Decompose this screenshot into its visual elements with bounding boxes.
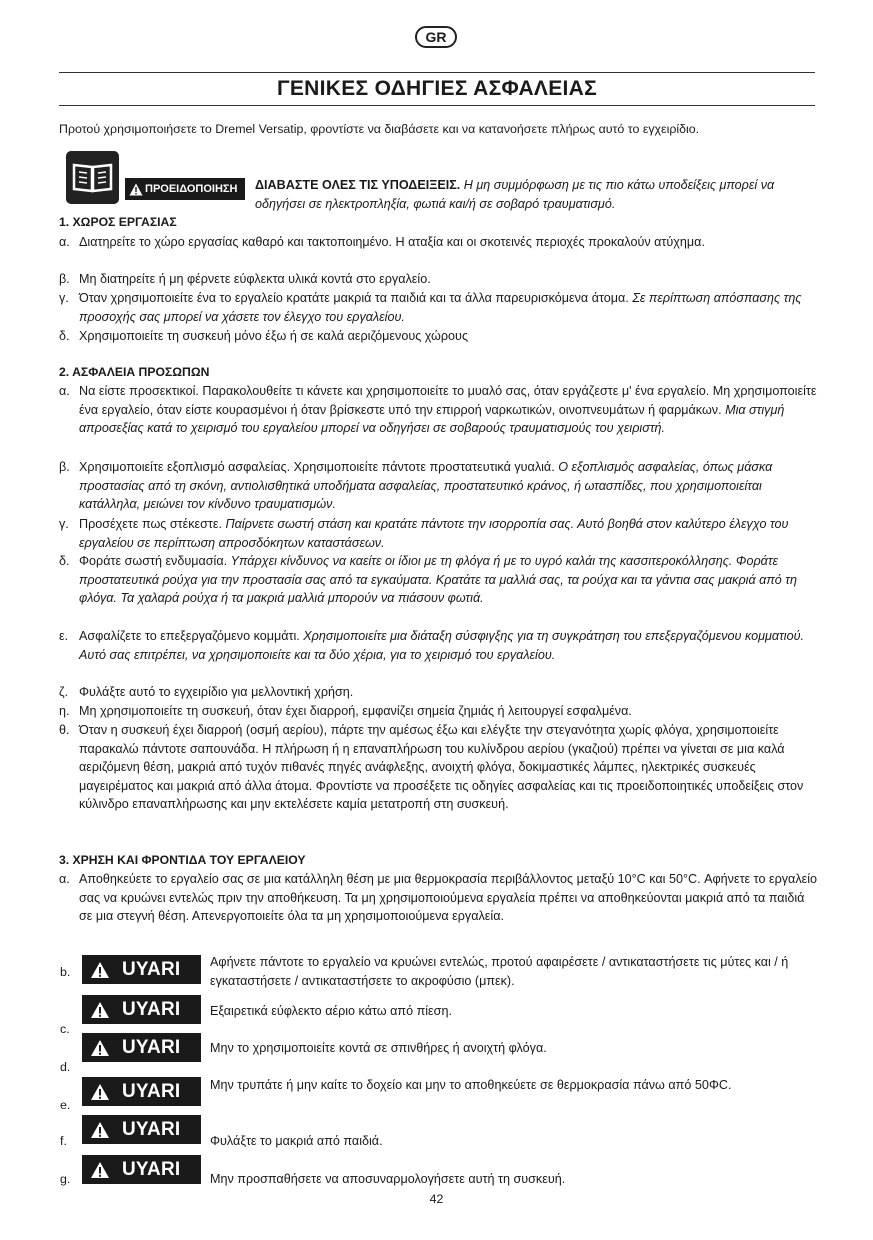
item-label: δ.	[59, 329, 70, 343]
uyari-text: UYARI	[122, 958, 181, 980]
list-item	[59, 233, 819, 252]
item-label: η.	[59, 704, 70, 718]
item-text: Προσέχετε πως στέκεστε.	[79, 517, 223, 531]
item-label: α.	[59, 872, 70, 886]
list-item	[59, 870, 819, 926]
warning-c-label: c.	[60, 1022, 70, 1036]
warning-italic: Η μη συμμόρφωση με τις πιο κάτω υποδείξεις μπορεί να οδηγήσει σε ηλεκτροπληξία, φωτιά και/ή σε σοβαρό τραυματισμό.	[255, 178, 775, 211]
item-italic: Ο εξοπλισμός ασφαλείας, όπως μάσκα προστασίας από τη σκόνη, αντιολισθητικά υποδήματα ασφαλείας, προστατευτικό κράνος, ή ωτασπίδες, που χρησιμοποιείται κατάλληλα, μειώνει τον κίνδυνο τραυματισμών.	[79, 460, 773, 512]
list-item	[59, 552, 819, 608]
item-text: Φυλάξτε αυτό το εγχειρίδιο για μελλοντική χρήση.	[79, 685, 354, 699]
title-rule	[59, 105, 815, 106]
item-label: α.	[59, 384, 70, 398]
warning-label-text: ΠΡΟΕΙΔΟΠΟΙΗΣΗ	[145, 183, 238, 195]
warning-e-text: Μην τρυπάτε ή μην καίτε το δοχείο και μην το αποθηκεύετε σε θερμοκρασία πάνω από 50ΦC.	[210, 1078, 732, 1092]
uyari-text: UYARI	[122, 998, 181, 1020]
list-item	[59, 627, 819, 664]
warning-c-text: Εξαιρετικά εύφλεκτο αέριο κάτω από πίεση.	[210, 1004, 452, 1018]
item-text: Να είστε προσεκτικοί. Παρακολουθείτε τι κάνετε και χρησιμοποιείτε το μυαλό σας, όταν εργάζεστε μ' ένα εργαλείο. Μη χρησιμοποιείτε ένα εργαλείο, όταν είστε κουρασμένοι ή όταν βρίσκεστε υπό την επιρροή ναρκωτικών, οινοπνευμάτων ή φαρμάκων.	[79, 384, 817, 417]
warning-triangle-icon	[90, 1083, 110, 1101]
uyari-badge	[82, 1155, 201, 1184]
item-label: γ.	[59, 517, 69, 531]
item-label: θ.	[59, 723, 70, 737]
warning-triangle-icon	[90, 1001, 110, 1019]
list-item	[59, 721, 819, 814]
item-italic: Παίρνετε σωστή στάση και κρατάτε πάντοτε την ισορροπία σας. Αυτό βοηθά στον καλύτερο έλεγχο του εργαλείου σε περίπτωση απροσδόκητων καταστάσεων.	[79, 517, 789, 550]
uyari-badge	[82, 955, 201, 984]
item-label: β.	[59, 460, 70, 474]
warning-f-text: Φυλάξτε το μακριά από παιδιά.	[210, 1134, 383, 1148]
warning-g-text: Μην προσπαθήσετε να αποσυναρμολογήσετε αυτή τη συσκευή.	[210, 1172, 566, 1186]
item-text: Ασφαλίζετε το επεξεργαζόμενο κομμάτι.	[79, 629, 300, 643]
warning-f-label: f.	[60, 1134, 67, 1148]
item-label: γ.	[59, 291, 69, 305]
list-item	[59, 702, 819, 721]
uyari-badge	[82, 1033, 201, 1062]
page-title: ΓΕΝΙΚΕΣ ΟΔΗΓΙΕΣ ΑΣΦΑΛΕΙΑΣ	[276, 77, 598, 100]
country-code-badge: GR	[415, 26, 457, 48]
uyari-text: UYARI	[122, 1118, 181, 1140]
uyari-text: UYARI	[122, 1036, 181, 1058]
item-label: δ.	[59, 554, 70, 568]
list-item	[59, 289, 819, 326]
item-text: Μη διατηρείτε ή μη φέρνετε εύφλεκτα υλικά κοντά στο εργαλείο.	[79, 272, 431, 286]
section-2-heading: 2. ΑΣΦΑΛΕΙΑ ΠΡΟΣΩΠΩΝ	[59, 365, 210, 379]
item-text: Διατηρείτε το χώρο εργασίας καθαρό και τακτοποιημένο. Η αταξία και οι σκοτεινές περιοχές προκαλούν ατύχημα.	[79, 235, 705, 249]
warning-b-text: Αφήνετε πάντοτε το εργαλείο να κρυώνει εντελώς, προτού αφαιρέσετε / αντικαταστήσετε τις μύτες και / ή εγκαταστήσετε / αντικαταστήσετε το ακροφύσιο (μπεκ).	[210, 955, 789, 988]
intro-text: Προτού χρησιμοποιήσετε το Dremel Versatip, φροντίστε να διαβάσετε και να κατανοήσετε πλήρως αυτό το εγχειρίδιο.	[59, 122, 700, 136]
item-text: Όταν χρησιμοποιείτε ένα το εργαλείο κρατάτε μακριά τα παιδιά και τα άλλα παρευρισκόμενα άτομα.	[79, 291, 629, 305]
item-text: Αποθηκεύετε το εργαλείο σας σε μια κατάλληλη θέση με μια θερμοκρασία περιβάλλοντος μεταξύ 10°C και 50°C. Αφήνετε το εργαλείο σας να κρυώνει εντελώς πριν την αποθήκευση. Τα μη χρησιμοποιούμενα εργαλεία πρέπει να αποθηκεύονται μακριά από τα παιδιά σε μια στεγνή θέση. Απενεργοποιείτε όλα τα μη χρησιμοποιούμενα εργαλεία.	[79, 872, 818, 924]
page-number: 42	[429, 1192, 444, 1206]
list-item	[59, 327, 819, 346]
list-item	[59, 458, 819, 514]
item-text: Φοράτε σωστή ενδυμασία.	[79, 554, 228, 568]
uyari-text: UYARI	[122, 1080, 181, 1102]
item-italic: Μια στιγμή απροσεξίας κατά το χειρισμό του εργαλείου μπορεί να οδηγήσει σε σοβαρούς τραυματισμούς του χειριστή.	[79, 402, 785, 436]
warning-text	[255, 176, 815, 214]
warning-triangle-icon	[90, 961, 110, 979]
item-italic: Σε περίπτωση απόσπασης της προσοχής σας μπορεί να χάσετε τον έλεγχο του εργαλείου.	[79, 291, 802, 324]
list-item	[59, 382, 819, 438]
warning-triangle-icon	[90, 1161, 110, 1179]
item-label: ζ.	[59, 685, 69, 699]
section-1-heading: 1. ΧΩΡΟΣ ΕΡΓΑΣΙΑΣ	[59, 215, 177, 229]
item-text: Μη χρησιμοποιείτε τη συσκευή, όταν έχει διαρροή, εμφανίζει σημεία ζημιάς ή λειτουργεί εσφαλμένα.	[79, 704, 632, 718]
uyari-badge	[82, 1077, 201, 1106]
warning-b-label: b.	[60, 965, 71, 979]
uyari-badge	[82, 1115, 201, 1144]
item-label: β.	[59, 272, 70, 286]
item-italic: Χρησιμοποιείτε μια διάταξη σύσφιγξης για τη συγκράτηση του επεξεργαζόμενου κομματιού. Αυτό σας επιτρέπει, να χρησιμοποιείτε και τα δύο χέρια, για το χειρισμό του εργαλείου.	[79, 629, 805, 662]
warning-triangle-icon	[129, 183, 143, 196]
warning-d-text: Μην το χρησιμοποιείτε κοντά σε σπινθήρες ή ανοιχτή φλόγα.	[210, 1041, 547, 1055]
list-item	[59, 270, 819, 289]
top-rule	[59, 72, 815, 73]
item-label: α.	[59, 235, 70, 249]
uyari-badge	[82, 995, 201, 1024]
item-text: Χρησιμοποιείτε εξοπλισμό ασφαλείας. Χρησιμοποιείτε πάντοτε προστατευτικά γυαλιά.	[79, 460, 555, 474]
section-3-heading: 3. ΧΡΗΣΗ ΚΑΙ ΦΡΟΝΤΙΔΑ ΤΟΥ ΕΡΓΑΛΕΙΟΥ	[59, 853, 306, 867]
warning-g-label: g.	[60, 1172, 71, 1186]
warning-triangle-icon	[90, 1121, 110, 1139]
warning-e-label: e.	[60, 1098, 71, 1112]
warning-d-label: d.	[60, 1060, 71, 1074]
item-label: ε.	[59, 629, 69, 643]
list-item	[59, 515, 819, 552]
read-manual-icon	[66, 151, 119, 204]
warning-bold: ΔΙΑΒΑΣΤΕ ΟΛΕΣ ΤΙΣ ΥΠΟΔΕΙΞΕΙΣ.	[255, 178, 461, 192]
item-italic: Υπάρχει κίνδυνος να καείτε οι ίδιοι με τη φλόγα ή με το υγρό καλάι της κασσιτεροκόλλησης. Φοράτε προστατευτικά ρούχα για την προστασία σας από τα εγκαύματα. Κρατάτε τα μαλλιά σας, τα ρούχα και τα γάντια σας μακριά από τη φλόγα. Τα χαλαρά ρούχα ή τα μακριά μαλλιά μπορούν να πιάσουν φωτιά.	[79, 554, 797, 606]
item-text: Όταν η συσκευή έχει διαρροή (οσμή αερίου), πάρτε την αμέσως έξω και ελέγξτε την στεγανότητα χωρίς φλόγα, χρησιμοποιείτε παρακαλώ πάντοτε σαπουνάδα. Η πλήρωση ή η επαναπλήρωση του κυλίνδρου αερίου (γκαζιού) πρέπει να γίνεται σε μια καλά αεριζόμενη θέση, μακριά από τυχόν πιθανές πηγές ανάφλεξης, ανοιχτή φλόγα, δοκιμαστικές λάμπες, ηλεκτρικές συσκευές μαγειρέματος και μακριά από άλλα άτομα. Φροντίστε να προσέξετε τις οδηγίες ασφαλείας και τις προειδοποιητικές υποδείξεις στον κύλινδρο επαναπλήρωσης και μην εκτελέσετε καμία μετατροπή στη συσκευή.	[79, 723, 804, 812]
item-text: Χρησιμοποιείτε τη συσκευή μόνο έξω ή σε καλά αεριζόμενους χώρους	[79, 329, 469, 343]
list-item	[59, 683, 819, 702]
uyari-text: UYARI	[122, 1158, 181, 1180]
warning-triangle-icon	[90, 1039, 110, 1057]
warning-label	[125, 178, 245, 200]
